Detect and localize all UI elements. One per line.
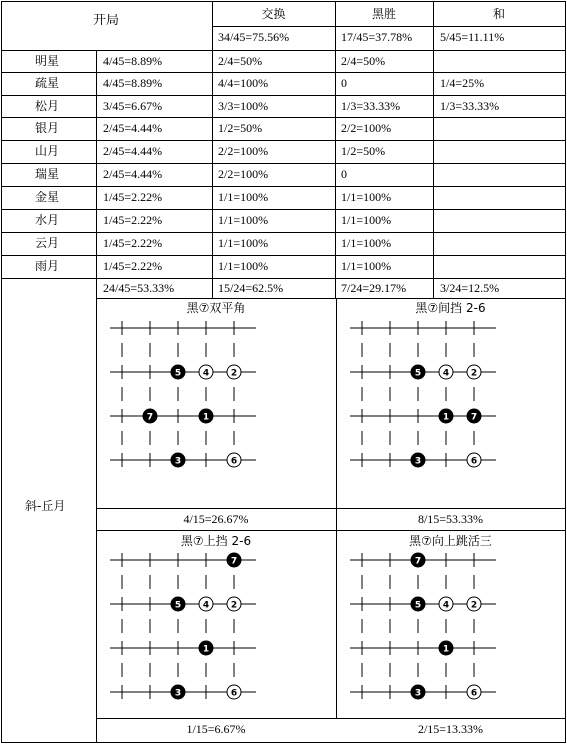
diagram-title-1: 黑⑦双平角 [186,302,246,314]
grid-line [1,742,566,743]
header-draw: 和 [492,8,505,20]
grid-line [565,1,566,743]
stone-number: 1 [202,412,210,423]
exchange-rate: 2/2=100% [218,168,269,180]
stone-number: 3 [414,456,422,467]
stone-number: 2 [470,600,478,611]
stone-number: 6 [470,456,478,467]
opening-name: 雨月 [35,260,60,272]
xieqiu-freq: 24/45=53.33% [103,282,175,294]
stone-number: 3 [414,688,422,699]
black-win-rate: 0 [341,168,347,180]
black-win-rate: 1/1=100% [341,191,392,203]
grid-line [96,50,97,742]
grid-line [1,278,565,279]
grid-line [1,50,565,51]
black-win-rate: 1/1=100% [341,214,392,226]
opening-frequency: 1/45=2.22% [103,214,163,226]
stone-number: 3 [174,688,182,699]
stone-number: 2 [470,368,478,379]
exchange-rate: 3/3=100% [218,100,269,112]
header-exchange: 交换 [261,8,286,20]
stone-number: 4 [442,600,450,611]
exchange-rate: 2/2=100% [218,145,269,157]
opening-frequency: 1/45=2.22% [103,260,163,272]
exchange-rate: 1/1=100% [218,237,269,249]
opening-frequency: 2/45=4.44% [103,122,163,134]
gomoku-board-diagram-1 [110,318,260,468]
exchange-rate: 2/4=50% [218,55,263,67]
opening-frequency: 1/45=2.22% [103,191,163,203]
stone-number: 5 [414,368,422,379]
gomoku-board-diagram-2 [350,318,500,468]
black-win-rate: 2/2=100% [341,122,392,134]
opening-name: 云月 [35,237,60,249]
xieqiu-black-win: 7/24=29.17% [341,282,407,294]
grid-line [1,209,565,210]
opening-name: 水月 [35,214,60,226]
black-win-rate: 2/4=50% [341,55,386,67]
grid-line [1,186,565,187]
total-exchange: 34/45=75.56% [218,31,290,43]
stone-number: 6 [230,456,238,467]
black-win-rate: 1/1=100% [341,237,392,249]
header-black-win: 黑胜 [371,8,396,20]
opening-name: 明星 [35,55,60,67]
opening-frequency: 3/45=6.67% [103,100,163,112]
total-draw: 5/45=11.11% [440,31,505,43]
diagram-result-1: 4/15=26.67% [183,513,249,525]
stone-number: 5 [174,600,182,611]
opening-name: 银月 [35,122,60,134]
stone-number: 6 [230,688,238,699]
black-win-rate: 0 [341,77,347,89]
grid-line [1,140,565,141]
grid-line [1,1,2,743]
black-win-rate: 1/3=33.33% [341,100,401,112]
grid-line [96,718,565,719]
diagram-title-3: 黑⑦上挡 2-6 [180,535,252,547]
grid-line [1,117,565,118]
draw-rate: 1/4=25% [440,77,485,89]
grid-line [1,95,565,96]
grid-line [96,298,565,299]
opening-frequency: 4/45=8.89% [103,55,163,67]
opening-frequency: 1/45=2.22% [103,237,163,249]
xieqiu-exchange: 15/24=62.5% [218,282,284,294]
opening-name: 山月 [35,145,60,157]
stone-number: 4 [202,368,210,379]
grid-line [96,530,565,531]
stone-number: 4 [202,600,210,611]
exchange-rate: 1/1=100% [218,191,269,203]
gomoku-board-diagram-3 [110,550,260,700]
total-black-win: 17/45=37.78% [341,31,413,43]
grid-line [335,1,336,298]
black-win-rate: 1/1=100% [341,260,392,272]
exchange-rate: 1/1=100% [218,214,269,226]
xieqiu-name: 斜-丘月 [25,500,66,512]
stone-number: 4 [442,368,450,379]
exchange-rate: 1/2=50% [218,122,263,134]
stone-number: 1 [442,412,450,423]
grid-line [433,1,434,298]
stone-number: 3 [174,456,182,467]
opening-name: 疏星 [35,77,60,89]
grid-line [1,232,565,233]
stone-number: 7 [470,412,478,423]
grid-line [96,508,565,509]
opening-name: 瑞星 [35,168,60,180]
stone-number: 7 [146,412,154,423]
gomoku-board-diagram-4 [350,550,500,700]
grid-line [1,1,566,2]
header-opening: 开局 [92,14,119,27]
stone-number: 1 [442,644,450,655]
opening-frequency: 2/45=4.44% [103,145,163,157]
diagram-result-4: 2/15=13.33% [417,723,484,735]
xieqiu-draw: 3/24=12.5% [440,282,500,294]
stone-number: 5 [414,600,422,611]
opening-frequency: 2/45=4.44% [103,168,163,180]
exchange-rate: 4/4=100% [218,77,269,89]
stone-number: 6 [470,688,478,699]
draw-rate: 1/3=33.33% [440,100,500,112]
stone-number: 1 [202,644,210,655]
diagram-result-2: 8/15=53.33% [417,513,484,525]
exchange-rate: 1/1=100% [218,260,269,272]
grid-line [336,298,337,718]
grid-line [1,255,565,256]
grid-line [1,72,565,73]
diagram-title-2: 黑⑦间挡 2-6 [415,302,486,314]
stone-number: 7 [414,556,422,567]
grid-line [1,163,565,164]
stone-number: 5 [174,368,182,379]
stone-number: 2 [230,600,238,611]
opening-name: 金星 [35,191,60,203]
opening-name: 松月 [35,100,60,112]
diagram-title-4: 黑⑦向上跳活三 [409,535,492,547]
opening-frequency: 4/45=8.89% [103,77,163,89]
grid-line [212,26,565,27]
diagram-result-3: 1/15=6.67% [186,723,246,735]
stone-number: 2 [230,368,238,379]
grid-line [212,1,213,298]
black-win-rate: 1/2=50% [341,145,386,157]
stone-number: 7 [230,556,238,567]
